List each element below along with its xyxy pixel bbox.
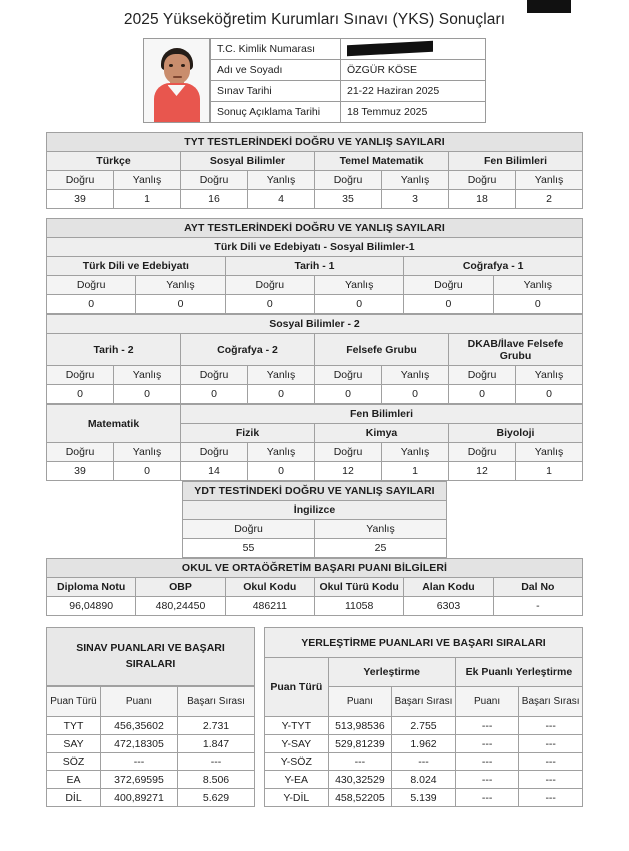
table-row bbox=[47, 753, 255, 771]
okul-header-alan-kodu: Alan Kodu bbox=[404, 578, 493, 597]
ayt-group3-table bbox=[46, 404, 583, 481]
table-row bbox=[211, 39, 486, 60]
exam-score-puan-2: --- bbox=[101, 753, 178, 771]
identity-value-tc bbox=[341, 39, 486, 60]
ayt-g1-col-yanlis-1: Yanlış bbox=[314, 276, 403, 295]
ayt-g1-value-yanlis-1: 0 bbox=[314, 295, 403, 314]
ayt-g3-value-yanlis-0: 0 bbox=[248, 462, 315, 481]
exam-scores-header-puan: Puanı bbox=[101, 687, 178, 717]
ayt-g2-value-dogru-0: 0 bbox=[47, 385, 114, 404]
ydt-title: YDT TESTİNDEKİ DOĞRU VE YANLIŞ SAYILARI bbox=[183, 482, 447, 501]
okul-section bbox=[46, 558, 583, 616]
identity-value-exam-date: 21-22 Haziran 2025 bbox=[341, 81, 486, 102]
ayt-g1-value-dogru-2: 0 bbox=[404, 295, 493, 314]
okul-value-okul-kodu: 486211 bbox=[225, 597, 314, 616]
ayt-g3-col-yanlis-m: Yanlış bbox=[114, 443, 181, 462]
table-row bbox=[211, 81, 486, 102]
ayt-g1-col-dogru-0: Doğru bbox=[47, 276, 136, 295]
table-row bbox=[183, 539, 447, 558]
placement-scores-panel bbox=[264, 627, 583, 807]
placement-sira-4: 5.139 bbox=[392, 789, 456, 807]
ydt-value-yanlis: 25 bbox=[315, 539, 447, 558]
placement-tur-4: Y-DİL bbox=[265, 789, 329, 807]
tyt-value-yanlis-1: 4 bbox=[248, 190, 315, 209]
tyt-col-dogru-0: Doğru bbox=[47, 171, 114, 190]
ayt-g3-value-dogru-2: 12 bbox=[449, 462, 516, 481]
placement-puan-3: 430,32529 bbox=[328, 771, 392, 789]
ayt-g2-value-yanlis-3: 0 bbox=[516, 385, 583, 404]
ayt-subject-edebiyat: Türk Dili ve Edebiyatı bbox=[47, 257, 226, 276]
ayt-group1-title: Türk Dili ve Edebiyatı - Sosyal Bilimler-1 bbox=[47, 238, 583, 257]
ayt-g3-value-dogru-1: 12 bbox=[315, 462, 382, 481]
placement-sira-0: 2.755 bbox=[392, 717, 456, 735]
ydt-col-dogru: Doğru bbox=[183, 520, 315, 539]
ayt-title: AYT TESTLERİNDEKİ DOĞRU VE YANLIŞ SAYILARI bbox=[47, 219, 583, 238]
exam-score-tur-3: EA bbox=[47, 771, 101, 789]
placement-header-ek-puan: Puanı bbox=[455, 687, 519, 717]
placement-sira-3: 8.024 bbox=[392, 771, 456, 789]
tyt-section bbox=[46, 132, 583, 209]
exam-score-sira-1: 1.847 bbox=[178, 735, 255, 753]
exam-score-puan-4: 400,89271 bbox=[101, 789, 178, 807]
table-row bbox=[47, 771, 255, 789]
tyt-table bbox=[46, 132, 583, 209]
ayt-subject-tarih2: Tarih - 2 bbox=[47, 334, 181, 366]
okul-value-obp: 480,24450 bbox=[136, 597, 225, 616]
placement-puan-2: --- bbox=[328, 753, 392, 771]
tyt-title: TYT TESTLERİNDEKİ DOĞRU VE YANLIŞ SAYILARI bbox=[47, 133, 583, 152]
exam-score-sira-4: 5.629 bbox=[178, 789, 255, 807]
ayt-group2-title: Sosyal Bilimler - 2 bbox=[47, 315, 583, 334]
tyt-col-yanlis-1: Yanlış bbox=[248, 171, 315, 190]
tyt-col-dogru-2: Doğru bbox=[315, 171, 382, 190]
ayt-g1-value-yanlis-0: 0 bbox=[136, 295, 225, 314]
ayt-subject-dkab: DKAB/İlave Felsefe Grubu bbox=[449, 334, 583, 366]
ayt-subject-fizik: Fizik bbox=[181, 424, 315, 443]
identity-label-name: Adı ve Soyadı bbox=[211, 60, 341, 81]
candidate-photo bbox=[143, 38, 210, 123]
ayt-g3-col-dogru-2: Doğru bbox=[449, 443, 516, 462]
table-row bbox=[47, 190, 583, 209]
okul-header-okul-turu-kodu: Okul Türü Kodu bbox=[314, 578, 403, 597]
placement-ek-sira-3: --- bbox=[519, 771, 583, 789]
okul-header-obp: OBP bbox=[136, 578, 225, 597]
exam-scores-panel bbox=[46, 627, 255, 807]
table-row bbox=[47, 735, 255, 753]
ayt-g2-col-yanlis-2: Yanlış bbox=[382, 366, 449, 385]
table-row bbox=[47, 789, 255, 807]
placement-scores-table bbox=[264, 627, 583, 807]
placement-header-sira: Başarı Sırası bbox=[392, 687, 456, 717]
table-row bbox=[265, 771, 583, 789]
placement-tur-0: Y-TYT bbox=[265, 717, 329, 735]
table-row bbox=[265, 753, 583, 771]
tyt-value-yanlis-2: 3 bbox=[382, 190, 449, 209]
page-title: 2025 Yükseköğretim Kurumları Sınavı (YKS) Sonuçları bbox=[123, 11, 506, 28]
ydt-col-yanlis: Yanlış bbox=[315, 520, 447, 539]
placement-ek-puan-1: --- bbox=[455, 735, 519, 753]
exam-score-sira-3: 8.506 bbox=[178, 771, 255, 789]
tyt-value-yanlis-3: 2 bbox=[516, 190, 583, 209]
placement-ek-sira-1: --- bbox=[519, 735, 583, 753]
exam-score-tur-0: TYT bbox=[47, 717, 101, 735]
placement-header-tur: Puan Türü bbox=[265, 658, 329, 717]
okul-header-dal-no: Dal No bbox=[493, 578, 582, 597]
scores-section bbox=[46, 627, 583, 807]
table-row bbox=[47, 385, 583, 404]
ayt-section bbox=[46, 218, 583, 481]
tyt-value-dogru-0: 39 bbox=[47, 190, 114, 209]
ayt-subject-cografya1: Coğrafya - 1 bbox=[404, 257, 583, 276]
ayt-g3-col-yanlis-0: Yanlış bbox=[248, 443, 315, 462]
ydt-section bbox=[182, 481, 447, 558]
ayt-g2-value-yanlis-0: 0 bbox=[114, 385, 181, 404]
placement-puan-0: 513,98536 bbox=[328, 717, 392, 735]
exam-score-puan-0: 456,35602 bbox=[101, 717, 178, 735]
identity-label-exam-date: Sınav Tarihi bbox=[211, 81, 341, 102]
ayt-g2-col-yanlis-1: Yanlış bbox=[248, 366, 315, 385]
ayt-matematik-dogru: 39 bbox=[47, 462, 114, 481]
exam-scores-header-sira: Başarı Sırası bbox=[178, 687, 255, 717]
placement-ek-puan-4: --- bbox=[455, 789, 519, 807]
tyt-col-yanlis-0: Yanlış bbox=[114, 171, 181, 190]
redaction-mark-tc bbox=[347, 41, 433, 57]
ayt-g2-col-yanlis-3: Yanlış bbox=[516, 366, 583, 385]
okul-header-diploma: Diploma Notu bbox=[47, 578, 136, 597]
okul-header-okul-kodu: Okul Kodu bbox=[225, 578, 314, 597]
ayt-g3-col-dogru-0: Doğru bbox=[181, 443, 248, 462]
exam-score-tur-1: SAY bbox=[47, 735, 101, 753]
ayt-g2-value-yanlis-1: 0 bbox=[248, 385, 315, 404]
ayt-g3-value-dogru-0: 14 bbox=[181, 462, 248, 481]
exam-score-sira-0: 2.731 bbox=[178, 717, 255, 735]
ayt-g1-col-yanlis-2: Yanlış bbox=[493, 276, 582, 295]
placement-ek-puan-2: --- bbox=[455, 753, 519, 771]
tyt-value-yanlis-0: 1 bbox=[114, 190, 181, 209]
table-row bbox=[47, 597, 583, 616]
placement-group-ek-puanli: Ek Puanlı Yerleştirme bbox=[455, 658, 582, 687]
exam-scores-title: SINAV PUANLARI VE BAŞARI SIRALARI bbox=[46, 627, 255, 686]
ayt-g2-value-yanlis-2: 0 bbox=[382, 385, 449, 404]
identity-block bbox=[143, 38, 486, 123]
okul-title: OKUL VE ORTAÖĞRETİM BAŞARI PUANI BİLGİLERİ bbox=[47, 559, 583, 578]
ayt-g2-col-dogru-0: Doğru bbox=[47, 366, 114, 385]
placement-header-ek-sira: Başarı Sırası bbox=[519, 687, 583, 717]
placement-sira-2: --- bbox=[392, 753, 456, 771]
table-row bbox=[265, 789, 583, 807]
ayt-g3-value-yanlis-1: 1 bbox=[382, 462, 449, 481]
okul-value-diploma: 96,04890 bbox=[47, 597, 136, 616]
tyt-subject-fen: Fen Bilimleri bbox=[449, 152, 583, 171]
ayt-g3-col-dogru-1: Doğru bbox=[315, 443, 382, 462]
ayt-g2-col-yanlis-0: Yanlış bbox=[114, 366, 181, 385]
ayt-g3-value-yanlis-2: 1 bbox=[516, 462, 583, 481]
ayt-g3-col-yanlis-1: Yanlış bbox=[382, 443, 449, 462]
placement-ek-puan-3: --- bbox=[455, 771, 519, 789]
placement-sira-1: 1.962 bbox=[392, 735, 456, 753]
ayt-g2-col-dogru-2: Doğru bbox=[315, 366, 382, 385]
ayt-g1-value-dogru-0: 0 bbox=[47, 295, 136, 314]
ayt-subject-felsefe: Felsefe Grubu bbox=[315, 334, 449, 366]
ayt-g3-col-yanlis-2: Yanlış bbox=[516, 443, 583, 462]
placement-header-puan: Puanı bbox=[328, 687, 392, 717]
placement-tur-2: Y-SÖZ bbox=[265, 753, 329, 771]
exam-score-sira-2: --- bbox=[178, 753, 255, 771]
tyt-col-dogru-3: Doğru bbox=[449, 171, 516, 190]
ayt-table bbox=[46, 218, 583, 314]
ayt-subject-cografya2: Coğrafya - 2 bbox=[181, 334, 315, 366]
ayt-g2-value-dogru-1: 0 bbox=[181, 385, 248, 404]
table-row bbox=[265, 717, 583, 735]
placement-puan-1: 529,81239 bbox=[328, 735, 392, 753]
exam-score-puan-3: 372,69595 bbox=[101, 771, 178, 789]
table-row bbox=[265, 735, 583, 753]
tyt-col-yanlis-3: Yanlış bbox=[516, 171, 583, 190]
identity-value-name: ÖZGÜR KÖSE bbox=[341, 60, 486, 81]
table-row bbox=[211, 60, 486, 81]
table-row bbox=[47, 295, 583, 314]
exam-score-tur-2: SÖZ bbox=[47, 753, 101, 771]
placement-ek-puan-0: --- bbox=[455, 717, 519, 735]
ayt-subject-kimya: Kimya bbox=[315, 424, 449, 443]
exam-score-puan-1: 472,18305 bbox=[101, 735, 178, 753]
exam-score-tur-4: DİL bbox=[47, 789, 101, 807]
placement-ek-sira-2: --- bbox=[519, 753, 583, 771]
okul-value-alan-kodu: 6303 bbox=[404, 597, 493, 616]
tyt-col-yanlis-2: Yanlış bbox=[382, 171, 449, 190]
ayt-group3-title: Fen Bilimleri bbox=[181, 405, 583, 424]
ayt-g2-value-dogru-3: 0 bbox=[449, 385, 516, 404]
ayt-g3-col-dogru-m: Doğru bbox=[47, 443, 114, 462]
tyt-subject-turkce: Türkçe bbox=[47, 152, 181, 171]
placement-scores-title: YERLEŞTİRME PUANLARI VE BAŞARI SIRALARI bbox=[265, 628, 583, 658]
placement-ek-sira-0: --- bbox=[519, 717, 583, 735]
identity-label-announce-date: Sonuç Açıklama Tarihi bbox=[211, 102, 341, 123]
placement-ek-sira-4: --- bbox=[519, 789, 583, 807]
identity-value-announce-date: 18 Temmuz 2025 bbox=[341, 102, 486, 123]
okul-table bbox=[46, 558, 583, 616]
exam-scores-table bbox=[46, 686, 255, 807]
tyt-value-dogru-2: 35 bbox=[315, 190, 382, 209]
ayt-g1-col-dogru-2: Doğru bbox=[404, 276, 493, 295]
ayt-matematik-yanlis: 0 bbox=[114, 462, 181, 481]
ydt-subject-ingilizce: İngilizce bbox=[183, 501, 447, 520]
ayt-subject-tarih1: Tarih - 1 bbox=[225, 257, 404, 276]
ayt-g1-col-yanlis-0: Yanlış bbox=[136, 276, 225, 295]
placement-puan-4: 458,52205 bbox=[328, 789, 392, 807]
identity-table bbox=[210, 38, 486, 123]
tyt-value-dogru-1: 16 bbox=[181, 190, 248, 209]
placement-tur-1: Y-SAY bbox=[265, 735, 329, 753]
table-row bbox=[47, 717, 255, 735]
tyt-value-dogru-3: 18 bbox=[449, 190, 516, 209]
tyt-col-dogru-1: Doğru bbox=[181, 171, 248, 190]
tyt-subject-sosyal: Sosyal Bilimler bbox=[181, 152, 315, 171]
table-row bbox=[47, 462, 583, 481]
ayt-subject-biyoloji: Biyoloji bbox=[449, 424, 583, 443]
ydt-table bbox=[182, 481, 447, 558]
okul-value-dal-no: - bbox=[493, 597, 582, 616]
ayt-group2-table bbox=[46, 314, 583, 404]
tyt-subject-matematik: Temel Matematik bbox=[315, 152, 449, 171]
ayt-g2-value-dogru-2: 0 bbox=[315, 385, 382, 404]
placement-tur-3: Y-EA bbox=[265, 771, 329, 789]
ayt-g1-value-yanlis-2: 0 bbox=[493, 295, 582, 314]
placement-group-yerlestirme: Yerleştirme bbox=[328, 658, 455, 687]
avatar-icon bbox=[148, 40, 206, 122]
ayt-g2-col-dogru-3: Doğru bbox=[449, 366, 516, 385]
ayt-g1-col-dogru-1: Doğru bbox=[225, 276, 314, 295]
ayt-subject-matematik: Matematik bbox=[47, 405, 181, 443]
ayt-g2-col-dogru-1: Doğru bbox=[181, 366, 248, 385]
redaction-mark-top bbox=[527, 0, 571, 13]
ayt-g1-value-dogru-1: 0 bbox=[225, 295, 314, 314]
ydt-value-dogru: 55 bbox=[183, 539, 315, 558]
table-row bbox=[211, 102, 486, 123]
exam-scores-header-tur: Puan Türü bbox=[47, 687, 101, 717]
identity-label-tc: T.C. Kimlik Numarası bbox=[211, 39, 341, 60]
okul-value-okul-turu-kodu: 11058 bbox=[314, 597, 403, 616]
